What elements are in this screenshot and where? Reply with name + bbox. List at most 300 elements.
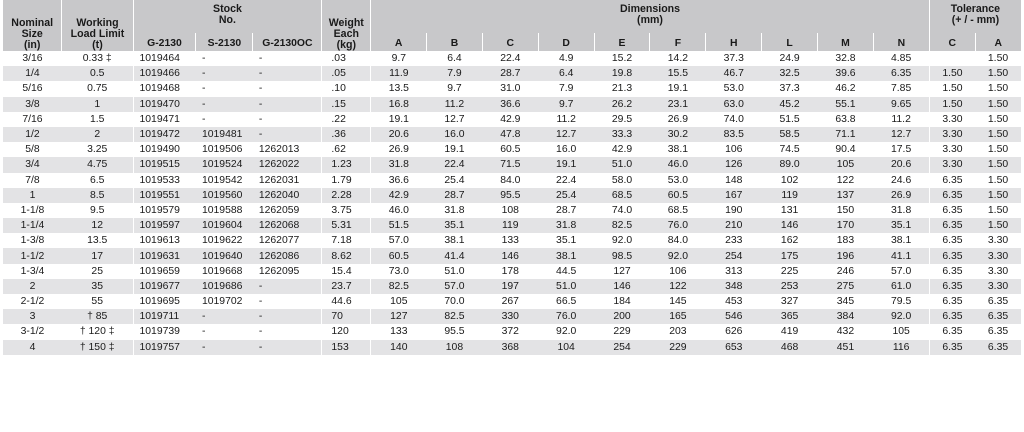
cell-dim-h: 37.3 bbox=[706, 51, 762, 66]
dimensions-header-line1: Dimensions bbox=[619, 3, 681, 15]
cell-dim-a: 42.9 bbox=[371, 188, 427, 203]
cell-wll: 0.5 bbox=[62, 66, 133, 81]
cell-dim-m: 183 bbox=[818, 233, 874, 248]
cell-dim-h: 53.0 bbox=[706, 81, 762, 96]
cell-weight: 1.79 bbox=[322, 173, 371, 188]
cell-dim-a: 51.5 bbox=[371, 218, 427, 233]
cell-dim-h: 167 bbox=[706, 188, 762, 203]
cell-dim-f: 19.1 bbox=[650, 81, 706, 96]
cell-dim-h: 148 bbox=[706, 173, 762, 188]
cell-stock-g2130oc: 1262059 bbox=[253, 203, 322, 218]
stock-col-s2130: S-2130 bbox=[196, 33, 253, 51]
cell-stock-g2130: 1019515 bbox=[133, 157, 196, 172]
cell-dim-l: 253 bbox=[762, 279, 818, 294]
cell-stock-g2130: 1019470 bbox=[133, 97, 196, 112]
cell-dim-c: 28.7 bbox=[482, 66, 538, 81]
cell-dim-f: 30.2 bbox=[650, 127, 706, 142]
cell-dim-a: 36.6 bbox=[371, 173, 427, 188]
table-row bbox=[3, 294, 1021, 309]
cell-dim-l: 162 bbox=[762, 233, 818, 248]
cell-dim-n: 57.0 bbox=[873, 264, 929, 279]
cell-weight: .15 bbox=[322, 97, 371, 112]
cell-tol-a: 1.50 bbox=[975, 51, 1021, 66]
cell-dim-a: 13.5 bbox=[371, 81, 427, 96]
dimensions-header bbox=[371, 0, 930, 33]
cell-dim-n: 6.35 bbox=[873, 66, 929, 81]
cell-dim-b: 57.0 bbox=[427, 279, 483, 294]
cell-dim-b: 51.0 bbox=[427, 264, 483, 279]
cell-dim-f: 15.5 bbox=[650, 66, 706, 81]
weight-header bbox=[322, 0, 371, 51]
table-row bbox=[3, 142, 1021, 157]
cell-stock-g2130: 1019471 bbox=[133, 112, 196, 127]
table-row bbox=[3, 188, 1021, 203]
table-row bbox=[3, 309, 1021, 324]
cell-dim-f: 106 bbox=[650, 264, 706, 279]
dim-col-a: A bbox=[371, 33, 427, 51]
cell-stock-s2130: 1019668 bbox=[196, 264, 253, 279]
cell-tol-c: 1.50 bbox=[929, 97, 975, 112]
weight-header-line1: Weight bbox=[328, 17, 364, 29]
cell-stock-g2130: 1019472 bbox=[133, 127, 196, 142]
cell-dim-e: 19.8 bbox=[594, 66, 650, 81]
table-row bbox=[3, 264, 1021, 279]
cell-dim-c: 178 bbox=[482, 264, 538, 279]
cell-dim-b: 19.1 bbox=[427, 142, 483, 157]
cell-dim-e: 26.2 bbox=[594, 97, 650, 112]
cell-dim-d: 38.1 bbox=[538, 248, 594, 263]
cell-stock-s2130: 1019588 bbox=[196, 203, 253, 218]
cell-tol-a: 6.35 bbox=[975, 294, 1021, 309]
cell-dim-f: 53.0 bbox=[650, 173, 706, 188]
cell-dim-b: 25.4 bbox=[427, 173, 483, 188]
cell-stock-s2130: - bbox=[196, 112, 253, 127]
cell-stock-s2130: 1019481 bbox=[196, 127, 253, 142]
cell-dim-e: 33.3 bbox=[594, 127, 650, 142]
cell-tol-a: 3.30 bbox=[975, 248, 1021, 263]
cell-dim-h: 210 bbox=[706, 218, 762, 233]
table-row bbox=[3, 324, 1021, 339]
cell-dim-f: 38.1 bbox=[650, 142, 706, 157]
cell-dim-l: 32.5 bbox=[762, 66, 818, 81]
cell-dim-e: 92.0 bbox=[594, 233, 650, 248]
cell-weight: .05 bbox=[322, 66, 371, 81]
cell-dim-m: 432 bbox=[818, 324, 874, 339]
cell-dim-b: 12.7 bbox=[427, 112, 483, 127]
cell-tol-c: 3.30 bbox=[929, 127, 975, 142]
cell-dim-d: 16.0 bbox=[538, 142, 594, 157]
table-row bbox=[3, 279, 1021, 294]
cell-tol-c: 6.35 bbox=[929, 340, 975, 355]
cell-stock-g2130: 1019466 bbox=[133, 66, 196, 81]
tolerance-header bbox=[929, 0, 1021, 33]
cell-dim-d: 7.9 bbox=[538, 81, 594, 96]
cell-dim-h: 74.0 bbox=[706, 112, 762, 127]
cell-dim-f: 23.1 bbox=[650, 97, 706, 112]
table-row bbox=[3, 157, 1021, 172]
cell-wll: 12 bbox=[62, 218, 133, 233]
cell-dim-n: 20.6 bbox=[873, 157, 929, 172]
cell-stock-g2130oc: - bbox=[253, 81, 322, 96]
cell-stock-s2130: - bbox=[196, 340, 253, 355]
cell-stock-g2130: 1019711 bbox=[133, 309, 196, 324]
cell-dim-a: 26.9 bbox=[371, 142, 427, 157]
cell-weight: 23.7 bbox=[322, 279, 371, 294]
dim-col-f: F bbox=[650, 33, 706, 51]
cell-dim-c: 60.5 bbox=[482, 142, 538, 157]
cell-size: 3 bbox=[3, 309, 62, 324]
cell-size: 1-1/4 bbox=[3, 218, 62, 233]
cell-tol-c: 6.35 bbox=[929, 279, 975, 294]
cell-dim-h: 453 bbox=[706, 294, 762, 309]
tol-col-a: A bbox=[975, 33, 1021, 51]
cell-size: 2-1/2 bbox=[3, 294, 62, 309]
cell-dim-a: 19.1 bbox=[371, 112, 427, 127]
table-row bbox=[3, 97, 1021, 112]
cell-dim-f: 122 bbox=[650, 279, 706, 294]
cell-dim-a: 60.5 bbox=[371, 248, 427, 263]
cell-dim-c: 267 bbox=[482, 294, 538, 309]
stock-col-g2130: G-2130 bbox=[133, 33, 196, 51]
cell-dim-d: 6.4 bbox=[538, 66, 594, 81]
cell-dim-e: 127 bbox=[594, 264, 650, 279]
cell-dim-n: 79.5 bbox=[873, 294, 929, 309]
cell-dim-c: 330 bbox=[482, 309, 538, 324]
cell-dim-c: 133 bbox=[482, 233, 538, 248]
cell-dim-n: 24.6 bbox=[873, 173, 929, 188]
cell-size: 7/8 bbox=[3, 173, 62, 188]
cell-dim-l: 146 bbox=[762, 218, 818, 233]
cell-dim-e: 98.5 bbox=[594, 248, 650, 263]
cell-tol-a: 6.35 bbox=[975, 340, 1021, 355]
cell-wll: 0.75 bbox=[62, 81, 133, 96]
dim-col-c: C bbox=[482, 33, 538, 51]
cell-dim-m: 196 bbox=[818, 248, 874, 263]
cell-tol-c: 6.35 bbox=[929, 218, 975, 233]
cell-dim-e: 146 bbox=[594, 279, 650, 294]
cell-dim-b: 38.1 bbox=[427, 233, 483, 248]
cell-dim-c: 119 bbox=[482, 218, 538, 233]
cell-stock-s2130: 1019560 bbox=[196, 188, 253, 203]
cell-weight: 1.23 bbox=[322, 157, 371, 172]
cell-dim-c: 197 bbox=[482, 279, 538, 294]
cell-dim-c: 146 bbox=[482, 248, 538, 263]
cell-dim-n: 38.1 bbox=[873, 233, 929, 248]
cell-size: 1-3/8 bbox=[3, 233, 62, 248]
cell-dim-m: 246 bbox=[818, 264, 874, 279]
cell-weight: 2.28 bbox=[322, 188, 371, 203]
table-row bbox=[3, 127, 1021, 142]
cell-tol-c: 6.35 bbox=[929, 203, 975, 218]
cell-weight: 120 bbox=[322, 324, 371, 339]
dim-col-n: N bbox=[873, 33, 929, 51]
cell-dim-d: 66.5 bbox=[538, 294, 594, 309]
cell-dim-e: 42.9 bbox=[594, 142, 650, 157]
wll-header-line2: Load Limit bbox=[70, 28, 125, 40]
cell-dim-f: 145 bbox=[650, 294, 706, 309]
cell-dim-c: 42.9 bbox=[482, 112, 538, 127]
cell-tol-a: 3.30 bbox=[975, 279, 1021, 294]
cell-stock-g2130oc: - bbox=[253, 279, 322, 294]
cell-dim-l: 89.0 bbox=[762, 157, 818, 172]
cell-tol-a: 1.50 bbox=[975, 188, 1021, 203]
cell-stock-g2130: 1019613 bbox=[133, 233, 196, 248]
cell-weight: 70 bbox=[322, 309, 371, 324]
weight-header-line3: (kg) bbox=[336, 39, 356, 51]
cell-tol-c: 6.35 bbox=[929, 248, 975, 263]
cell-wll: † 150 ‡ bbox=[62, 340, 133, 355]
cell-dim-h: 348 bbox=[706, 279, 762, 294]
cell-dim-e: 74.0 bbox=[594, 203, 650, 218]
cell-dim-e: 68.5 bbox=[594, 188, 650, 203]
cell-dim-n: 26.9 bbox=[873, 188, 929, 203]
cell-stock-g2130oc: - bbox=[253, 324, 322, 339]
cell-dim-d: 51.0 bbox=[538, 279, 594, 294]
cell-dim-d: 19.1 bbox=[538, 157, 594, 172]
cell-dim-b: 108 bbox=[427, 340, 483, 355]
cell-stock-s2130: 1019622 bbox=[196, 233, 253, 248]
cell-dim-n: 4.85 bbox=[873, 51, 929, 66]
cell-dim-c: 22.4 bbox=[482, 51, 538, 66]
cell-dim-d: 76.0 bbox=[538, 309, 594, 324]
cell-wll: † 120 ‡ bbox=[62, 324, 133, 339]
cell-dim-e: 51.0 bbox=[594, 157, 650, 172]
cell-dim-d: 22.4 bbox=[538, 173, 594, 188]
table-row bbox=[3, 112, 1021, 127]
specification-table bbox=[3, 0, 1021, 355]
nominal-size-header-line1: Nominal bbox=[11, 17, 54, 29]
cell-tol-a: 1.50 bbox=[975, 97, 1021, 112]
cell-stock-s2130: 1019686 bbox=[196, 279, 253, 294]
cell-dim-n: 92.0 bbox=[873, 309, 929, 324]
cell-dim-a: 57.0 bbox=[371, 233, 427, 248]
dim-col-l: L bbox=[762, 33, 818, 51]
cell-dim-l: 225 bbox=[762, 264, 818, 279]
cell-dim-d: 11.2 bbox=[538, 112, 594, 127]
cell-dim-m: 39.6 bbox=[818, 66, 874, 81]
cell-dim-l: 365 bbox=[762, 309, 818, 324]
cell-wll: 8.5 bbox=[62, 188, 133, 203]
cell-dim-l: 175 bbox=[762, 248, 818, 263]
cell-stock-g2130: 1019757 bbox=[133, 340, 196, 355]
cell-dim-b: 6.4 bbox=[427, 51, 483, 66]
cell-stock-s2130: 1019542 bbox=[196, 173, 253, 188]
table-header bbox=[3, 0, 1021, 51]
cell-dim-a: 11.9 bbox=[371, 66, 427, 81]
cell-tol-a: 3.30 bbox=[975, 264, 1021, 279]
nominal-size-header-line2: Size bbox=[21, 28, 43, 40]
cell-weight: .03 bbox=[322, 51, 371, 66]
cell-dim-m: 170 bbox=[818, 218, 874, 233]
stock-col-g2130oc: G-2130OC bbox=[253, 33, 322, 51]
cell-stock-g2130: 1019579 bbox=[133, 203, 196, 218]
cell-dim-c: 47.8 bbox=[482, 127, 538, 142]
cell-wll: 35 bbox=[62, 279, 133, 294]
cell-dim-f: 60.5 bbox=[650, 188, 706, 203]
cell-dim-f: 68.5 bbox=[650, 203, 706, 218]
cell-dim-h: 546 bbox=[706, 309, 762, 324]
cell-dim-b: 35.1 bbox=[427, 218, 483, 233]
cell-size: 3/16 bbox=[3, 51, 62, 66]
cell-dim-h: 83.5 bbox=[706, 127, 762, 142]
cell-size: 1/4 bbox=[3, 66, 62, 81]
cell-dim-m: 90.4 bbox=[818, 142, 874, 157]
cell-dim-l: 419 bbox=[762, 324, 818, 339]
cell-wll: 1 bbox=[62, 97, 133, 112]
cell-stock-g2130oc: 1262022 bbox=[253, 157, 322, 172]
cell-tol-c: 6.35 bbox=[929, 233, 975, 248]
cell-dim-a: 20.6 bbox=[371, 127, 427, 142]
cell-dim-e: 29.5 bbox=[594, 112, 650, 127]
cell-dim-a: 9.7 bbox=[371, 51, 427, 66]
cell-stock-g2130: 1019631 bbox=[133, 248, 196, 263]
cell-dim-n: 41.1 bbox=[873, 248, 929, 263]
cell-tol-c: 6.35 bbox=[929, 324, 975, 339]
cell-stock-g2130oc: 1262095 bbox=[253, 264, 322, 279]
cell-dim-m: 55.1 bbox=[818, 97, 874, 112]
cell-stock-g2130oc: - bbox=[253, 66, 322, 81]
stock-header-line1: Stock bbox=[213, 3, 242, 15]
cell-dim-l: 102 bbox=[762, 173, 818, 188]
cell-dim-e: 229 bbox=[594, 324, 650, 339]
cell-dim-n: 17.5 bbox=[873, 142, 929, 157]
dim-col-h: H bbox=[706, 33, 762, 51]
dim-col-m: M bbox=[818, 33, 874, 51]
cell-dim-b: 31.8 bbox=[427, 203, 483, 218]
cell-stock-g2130oc: - bbox=[253, 51, 322, 66]
cell-dim-d: 4.9 bbox=[538, 51, 594, 66]
cell-dim-l: 58.5 bbox=[762, 127, 818, 142]
cell-dim-h: 46.7 bbox=[706, 66, 762, 81]
cell-dim-h: 190 bbox=[706, 203, 762, 218]
cell-dim-f: 92.0 bbox=[650, 248, 706, 263]
cell-weight: 15.4 bbox=[322, 264, 371, 279]
cell-dim-d: 44.5 bbox=[538, 264, 594, 279]
cell-stock-g2130: 1019490 bbox=[133, 142, 196, 157]
cell-dim-l: 468 bbox=[762, 340, 818, 355]
cell-dim-n: 105 bbox=[873, 324, 929, 339]
cell-stock-g2130: 1019677 bbox=[133, 279, 196, 294]
cell-dim-e: 254 bbox=[594, 340, 650, 355]
cell-wll: 6.5 bbox=[62, 173, 133, 188]
cell-tol-c: 6.35 bbox=[929, 294, 975, 309]
cell-dim-n: 116 bbox=[873, 340, 929, 355]
cell-size: 1 bbox=[3, 188, 62, 203]
cell-size: 1-1/8 bbox=[3, 203, 62, 218]
cell-stock-g2130: 1019695 bbox=[133, 294, 196, 309]
cell-tol-a: 1.50 bbox=[975, 127, 1021, 142]
cell-dim-h: 254 bbox=[706, 248, 762, 263]
cell-dim-b: 82.5 bbox=[427, 309, 483, 324]
cell-dim-c: 372 bbox=[482, 324, 538, 339]
cell-dim-m: 384 bbox=[818, 309, 874, 324]
cell-stock-g2130oc: - bbox=[253, 340, 322, 355]
cell-stock-g2130: 1019533 bbox=[133, 173, 196, 188]
cell-stock-g2130oc: - bbox=[253, 97, 322, 112]
cell-tol-a: 1.50 bbox=[975, 157, 1021, 172]
cell-dim-d: 31.8 bbox=[538, 218, 594, 233]
weight-header-line2: Each bbox=[333, 28, 359, 40]
cell-dim-h: 63.0 bbox=[706, 97, 762, 112]
cell-wll: 55 bbox=[62, 294, 133, 309]
cell-stock-g2130oc: - bbox=[253, 294, 322, 309]
cell-wll: 0.33 ‡ bbox=[62, 51, 133, 66]
cell-dim-n: 61.0 bbox=[873, 279, 929, 294]
cell-dim-n: 7.85 bbox=[873, 81, 929, 96]
cell-dim-a: 16.8 bbox=[371, 97, 427, 112]
cell-tol-c: 6.35 bbox=[929, 309, 975, 324]
wll-header-line3: (t) bbox=[92, 39, 103, 51]
cell-tol-a: 6.35 bbox=[975, 324, 1021, 339]
cell-tol-a: 3.30 bbox=[975, 233, 1021, 248]
cell-stock-g2130oc: 1262031 bbox=[253, 173, 322, 188]
cell-dim-l: 119 bbox=[762, 188, 818, 203]
cell-dim-c: 71.5 bbox=[482, 157, 538, 172]
cell-tol-c: 3.30 bbox=[929, 142, 975, 157]
cell-tol-a: 1.50 bbox=[975, 81, 1021, 96]
cell-tol-a: 1.50 bbox=[975, 218, 1021, 233]
cell-dim-e: 82.5 bbox=[594, 218, 650, 233]
cell-weight: 153 bbox=[322, 340, 371, 355]
cell-dim-a: 82.5 bbox=[371, 279, 427, 294]
cell-dim-m: 63.8 bbox=[818, 112, 874, 127]
cell-tol-a: 6.35 bbox=[975, 309, 1021, 324]
cell-tol-a: 1.50 bbox=[975, 142, 1021, 157]
cell-stock-g2130oc: 1262068 bbox=[253, 218, 322, 233]
cell-size: 1-1/2 bbox=[3, 248, 62, 263]
cell-wll: 1.5 bbox=[62, 112, 133, 127]
cell-dim-c: 368 bbox=[482, 340, 538, 355]
cell-wll: 13.5 bbox=[62, 233, 133, 248]
cell-dim-f: 203 bbox=[650, 324, 706, 339]
cell-stock-g2130: 1019551 bbox=[133, 188, 196, 203]
cell-dim-b: 28.7 bbox=[427, 188, 483, 203]
cell-dim-m: 105 bbox=[818, 157, 874, 172]
wll-header bbox=[62, 0, 133, 51]
cell-dim-f: 26.9 bbox=[650, 112, 706, 127]
cell-dim-b: 70.0 bbox=[427, 294, 483, 309]
cell-dim-c: 84.0 bbox=[482, 173, 538, 188]
cell-wll: 17 bbox=[62, 248, 133, 263]
cell-size: 5/8 bbox=[3, 142, 62, 157]
cell-dim-m: 150 bbox=[818, 203, 874, 218]
cell-tol-a: 1.50 bbox=[975, 203, 1021, 218]
cell-dim-m: 46.2 bbox=[818, 81, 874, 96]
cell-dim-m: 71.1 bbox=[818, 127, 874, 142]
cell-dim-d: 92.0 bbox=[538, 324, 594, 339]
cell-tol-a: 1.50 bbox=[975, 173, 1021, 188]
cell-dim-f: 76.0 bbox=[650, 218, 706, 233]
cell-stock-g2130: 1019739 bbox=[133, 324, 196, 339]
cell-stock-s2130: - bbox=[196, 97, 253, 112]
cell-wll: 2 bbox=[62, 127, 133, 142]
cell-dim-n: 35.1 bbox=[873, 218, 929, 233]
cell-tol-c: 6.35 bbox=[929, 264, 975, 279]
cell-dim-f: 46.0 bbox=[650, 157, 706, 172]
cell-size: 4 bbox=[3, 340, 62, 355]
cell-dim-l: 327 bbox=[762, 294, 818, 309]
cell-size: 2 bbox=[3, 279, 62, 294]
cell-dim-e: 15.2 bbox=[594, 51, 650, 66]
cell-stock-s2130: 1019524 bbox=[196, 157, 253, 172]
cell-dim-f: 229 bbox=[650, 340, 706, 355]
cell-wll: 9.5 bbox=[62, 203, 133, 218]
cell-stock-s2130: - bbox=[196, 81, 253, 96]
cell-wll: † 85 bbox=[62, 309, 133, 324]
cell-stock-g2130: 1019468 bbox=[133, 81, 196, 96]
cell-dim-b: 41.4 bbox=[427, 248, 483, 263]
dim-col-e: E bbox=[594, 33, 650, 51]
